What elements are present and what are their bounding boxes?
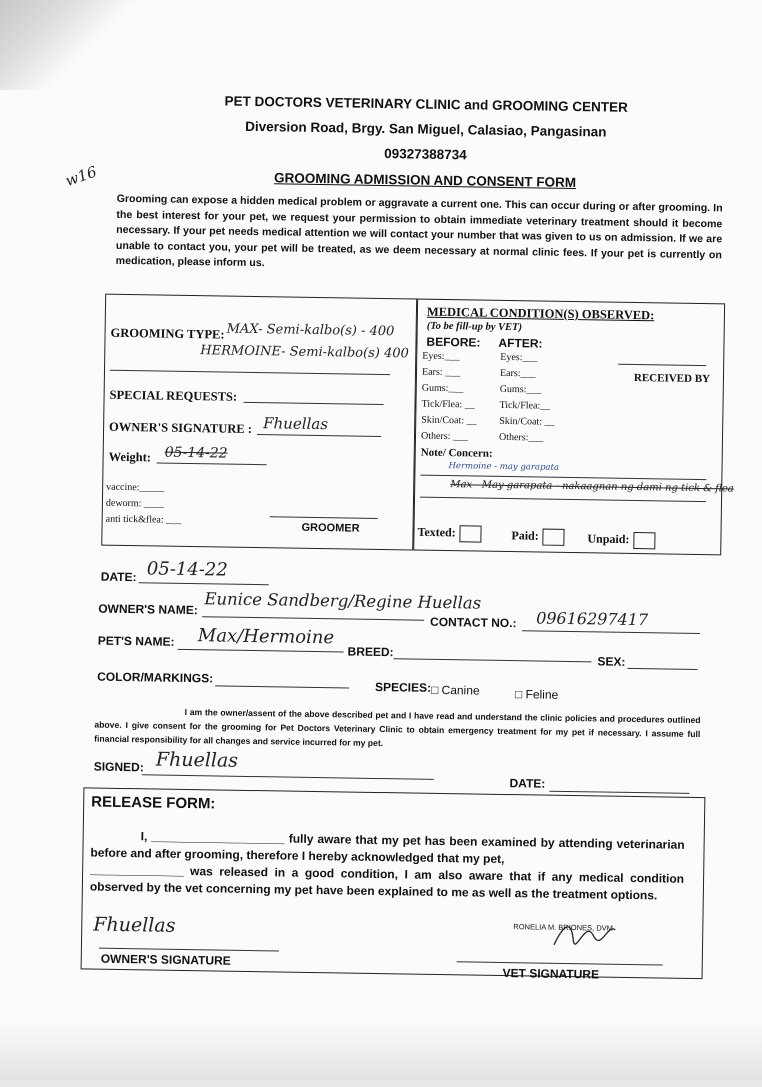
before-eyes: Eyes:___	[422, 350, 460, 363]
after-tickflea: Tick/Flea:__	[499, 399, 551, 412]
medical-subtitle: (To be fill-up by VET)	[426, 320, 523, 334]
color-line[interactable]	[215, 685, 349, 688]
feline-option[interactable]: □ Feline	[514, 687, 559, 702]
release-title: RELEASE FORM:	[91, 793, 216, 813]
color-label: COLOR/MARKINGS:	[97, 669, 214, 686]
note-line-2: Max - May garapata - nakaagnan ng dami ng tick & flea	[450, 479, 734, 495]
unpaid-label: Unpaid:	[587, 531, 630, 547]
date-label: DATE:	[100, 569, 137, 585]
weight-label: Weight:	[108, 449, 152, 465]
clinic-address: Diversion Road, Brgy. San Miguel, Calasiao, Pangasinan	[245, 118, 607, 140]
contact-label: CONTACT NO.:	[429, 614, 517, 631]
groomer-label: GROOMER	[301, 521, 360, 535]
canine-option[interactable]: □ Canine	[430, 682, 480, 698]
release-owner-signature-label: OWNER'S SIGNATURE	[100, 951, 231, 968]
pet-name-value: Max/Hermoine	[197, 625, 335, 649]
signed-date-line[interactable]	[549, 791, 689, 794]
note-line-1: Hermoine - may garapata	[448, 461, 560, 473]
antitick-label: anti tick&flea: ___	[105, 513, 182, 526]
vet-stamp: RONELIA M. BRIONES, DVM	[513, 922, 613, 933]
vet-signature-label: VET SIGNATURE	[502, 965, 600, 982]
after-gums: Gums:___	[499, 383, 542, 396]
note-label: Note/ Concern:	[420, 446, 493, 460]
after-skincoat: Skin/Coat: __	[499, 415, 555, 428]
before-skincoat: Skin/Coat: __	[421, 414, 477, 427]
before-tickflea: Tick/Flea: __	[421, 398, 475, 411]
contact-line[interactable]	[522, 630, 700, 634]
margin-note: w16	[62, 162, 100, 190]
weight-value: 05-14-22	[164, 444, 228, 462]
sex-label: SEX:	[597, 654, 626, 669]
special-requests-label: SPECIAL REQUESTS:	[109, 387, 238, 404]
paid-label: Paid:	[511, 528, 539, 543]
after-label: AFTER:	[498, 335, 543, 351]
texted-box[interactable]	[460, 525, 482, 542]
contact-value: 09616297417	[536, 608, 649, 630]
vaccine-label: vaccine:_____	[106, 481, 165, 494]
grooming-type-label: GROOMING TYPE:	[110, 325, 225, 342]
form-title: GROOMING ADMISSION AND CONSENT FORM	[273, 170, 577, 191]
owner-name-value: Eunice Sandberg/Regine Huellas	[204, 589, 482, 613]
before-gums: Gums:___	[421, 382, 464, 395]
before-label: BEFORE:	[426, 334, 481, 350]
grooming-type-value-2: HERMOINE- Semi-kalbo(s) 400	[200, 343, 409, 362]
unpaid-box[interactable]	[633, 532, 655, 549]
species-label: SPECIES:	[374, 679, 432, 695]
after-others: Others:___	[498, 431, 544, 444]
pet-name-line[interactable]	[178, 649, 344, 653]
breed-line[interactable]	[394, 658, 592, 662]
after-eyes: Eyes:___	[500, 351, 538, 364]
sex-line[interactable]	[627, 668, 697, 670]
texted-label: Texted:	[417, 524, 456, 540]
signed-label: SIGNED:	[93, 759, 144, 775]
after-ears: Ears:___	[499, 367, 536, 380]
medical-title: MEDICAL CONDITION(S) OBSERVED:	[426, 304, 655, 323]
owner-name-line[interactable]	[202, 616, 424, 620]
paid-checkbox[interactable]	[511, 528, 565, 546]
before-others: Others: ___	[420, 430, 469, 443]
texted-checkbox[interactable]	[417, 525, 481, 543]
release-body-1: I, ____________________ fully aware that my pet has been examined by attending veterinarian before and after grooming, therefore I hereby acknowledged that my pet,	[90, 829, 685, 866]
consent-paragraph: I am the owner/assent of the above described pet and I have read and understand the clinic policies and procedures outlined above. I give consent for the grooming for Pet Doctors Veterinary Clinic to obtain emergency treatment for my pet if necessary. I assume full financial responsibility for all changes and service incurred for my pet.	[94, 706, 701, 749]
breed-label: BREED:	[347, 644, 394, 660]
intro-paragraph: Grooming can expose a hidden medical problem or aggravate a current one. This can occur during or after grooming. In the best interest for your pet, we request your permission to obtain immediate veterinary treatment should it become necessary. If your pet needs medical attention we will contact your number that was given to us on admission. If we are unable to contact you, your pet will be treated, as we deem necessary at normal clinic fees. If your pet is currently on medication, please inform us.	[115, 192, 723, 270]
signed-date-label: DATE:	[509, 776, 546, 791]
owner-name-label: OWNER'S NAME:	[98, 601, 198, 618]
signed-value: Fhuellas	[155, 748, 239, 772]
release-body-2: ______________ was released in a good condition, I am also aware that if any medical condition observed by the vet concerning my pet have been explained to me as well as the treatment options.	[89, 862, 685, 903]
release-owner-signature-value: Fhuellas	[93, 913, 176, 937]
signed-line[interactable]	[142, 774, 434, 780]
date-value: 05-14-22	[146, 558, 228, 581]
unpaid-checkbox[interactable]	[587, 531, 655, 549]
before-ears: Ears: ___	[421, 366, 461, 379]
vet-signature-scribble	[549, 913, 620, 954]
owner-signature-value: Fhuellas	[263, 414, 329, 434]
clinic-phone: 09327388734	[384, 146, 467, 163]
date-line[interactable]	[139, 582, 269, 585]
received-by-label: RECEIVED BY	[633, 371, 711, 386]
pet-name-label: PET'S NAME:	[97, 633, 175, 649]
paid-box[interactable]	[543, 529, 565, 546]
clinic-name: PET DOCTORS VETERINARY CLINIC and GROOMING CENTER	[224, 93, 628, 115]
owner-signature-label: OWNER'S SIGNATURE :	[109, 419, 253, 436]
deworm-label: deworm: ____	[105, 497, 165, 510]
grooming-type-value-1: MAX- Semi-kalbo(s) - 400	[226, 321, 395, 340]
